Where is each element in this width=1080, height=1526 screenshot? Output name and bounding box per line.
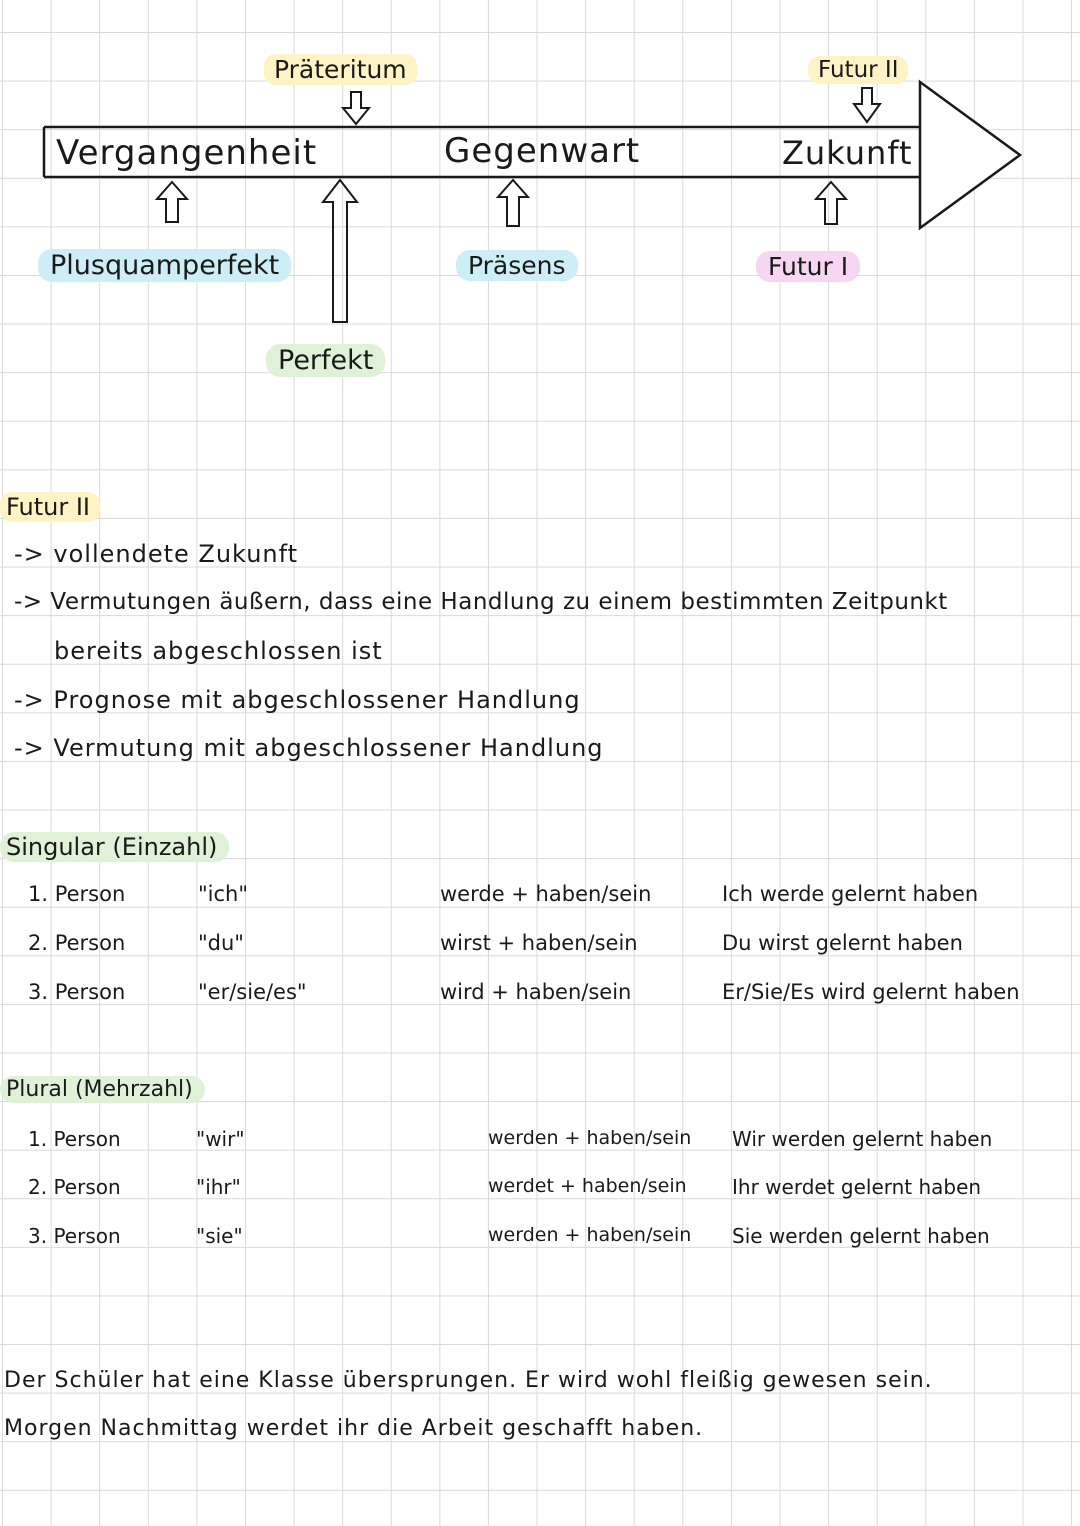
singular-row-2-person: 2. Person	[28, 931, 126, 955]
example-sentence-1: Der Schüler hat eine Klasse übersprungen. Er wird wohl fleißig gewesen sein.	[4, 1368, 933, 1393]
singular-row-3-form: wird + haben/sein	[440, 980, 632, 1004]
plural-row-2-example: Ihr werdet gelernt haben	[732, 1175, 982, 1199]
definition-title: Futur II	[0, 492, 100, 522]
plusquamperfekt-up-arrow-icon	[157, 182, 187, 222]
praesens-up-arrow-icon	[498, 180, 528, 226]
futur2-down-arrow-icon	[854, 88, 880, 122]
singular-title: Singular (Einzahl)	[0, 832, 229, 862]
singular-row-1-pronoun: "ich"	[198, 882, 249, 906]
singular-row-2-pronoun: "du"	[198, 931, 244, 955]
singular-row-3-pronoun: "er/sie/es"	[198, 980, 307, 1004]
singular-row-1-form: werde + haben/sein	[440, 882, 652, 906]
futur1-up-arrow-icon	[816, 182, 846, 224]
definition-point-2-cont: bereits abgeschlossen ist	[54, 637, 383, 665]
tense-futur1: Futur I	[756, 251, 860, 282]
plural-row-3-example: Sie werden gelernt haben	[732, 1224, 990, 1248]
timeline-future-label: Zukunft	[782, 134, 913, 172]
singular-row-1-person: 1. Person	[28, 882, 126, 906]
definition-point-4: -> Vermutung mit abgeschlossener Handlung	[14, 734, 604, 762]
timeline-arrow-head	[920, 82, 1020, 228]
plural-row-2-pronoun: "ihr"	[196, 1175, 241, 1199]
tense-praeteritum: Präteritum	[264, 54, 417, 85]
singular-row-3-example: Er/Sie/Es wird gelernt haben	[722, 980, 1020, 1004]
timeline-graphic	[0, 0, 1080, 400]
praeteritum-down-arrow-icon	[343, 92, 369, 124]
definition-point-1: -> vollendete Zukunft	[14, 540, 299, 568]
plural-title: Plural (Mehrzahl)	[0, 1076, 205, 1103]
plural-row-3-person: 3. Person	[28, 1224, 121, 1248]
singular-row-3-person: 3. Person	[28, 980, 126, 1004]
tense-praesens: Präsens	[456, 250, 578, 281]
tense-futur2: Futur II	[808, 56, 908, 84]
plural-row-1-form: werden + haben/sein	[488, 1127, 692, 1149]
singular-row-1-example: Ich werde gelernt haben	[722, 882, 979, 906]
example-sentence-2: Morgen Nachmittag werdet ihr die Arbeit geschafft haben.	[4, 1416, 704, 1441]
plural-row-3-form: werden + haben/sein	[488, 1224, 692, 1246]
perfekt-up-arrow-icon	[323, 180, 357, 322]
timeline-past-label: Vergangenheit	[56, 133, 318, 173]
plural-row-1-person: 1. Person	[28, 1127, 121, 1151]
tense-plusquamperfekt: Plusquamperfekt	[38, 249, 291, 282]
plural-row-1-example: Wir werden gelernt haben	[732, 1127, 993, 1151]
plural-row-2-person: 2. Person	[28, 1175, 121, 1199]
timeline-present-label: Gegenwart	[444, 131, 641, 171]
tense-perfekt: Perfekt	[266, 344, 385, 377]
plural-row-1-pronoun: "wir"	[196, 1127, 245, 1151]
definition-point-3: -> Prognose mit abgeschlossener Handlung	[14, 686, 581, 714]
plural-row-3-pronoun: "sie"	[196, 1224, 243, 1248]
plural-row-2-form: werdet + haben/sein	[488, 1175, 687, 1197]
singular-row-2-example: Du wirst gelernt haben	[722, 931, 963, 955]
singular-row-2-form: wirst + haben/sein	[440, 931, 638, 955]
definition-point-2: -> Vermutungen äußern, dass eine Handlung zu einem bestimmten Zeitpunkt	[14, 589, 948, 615]
